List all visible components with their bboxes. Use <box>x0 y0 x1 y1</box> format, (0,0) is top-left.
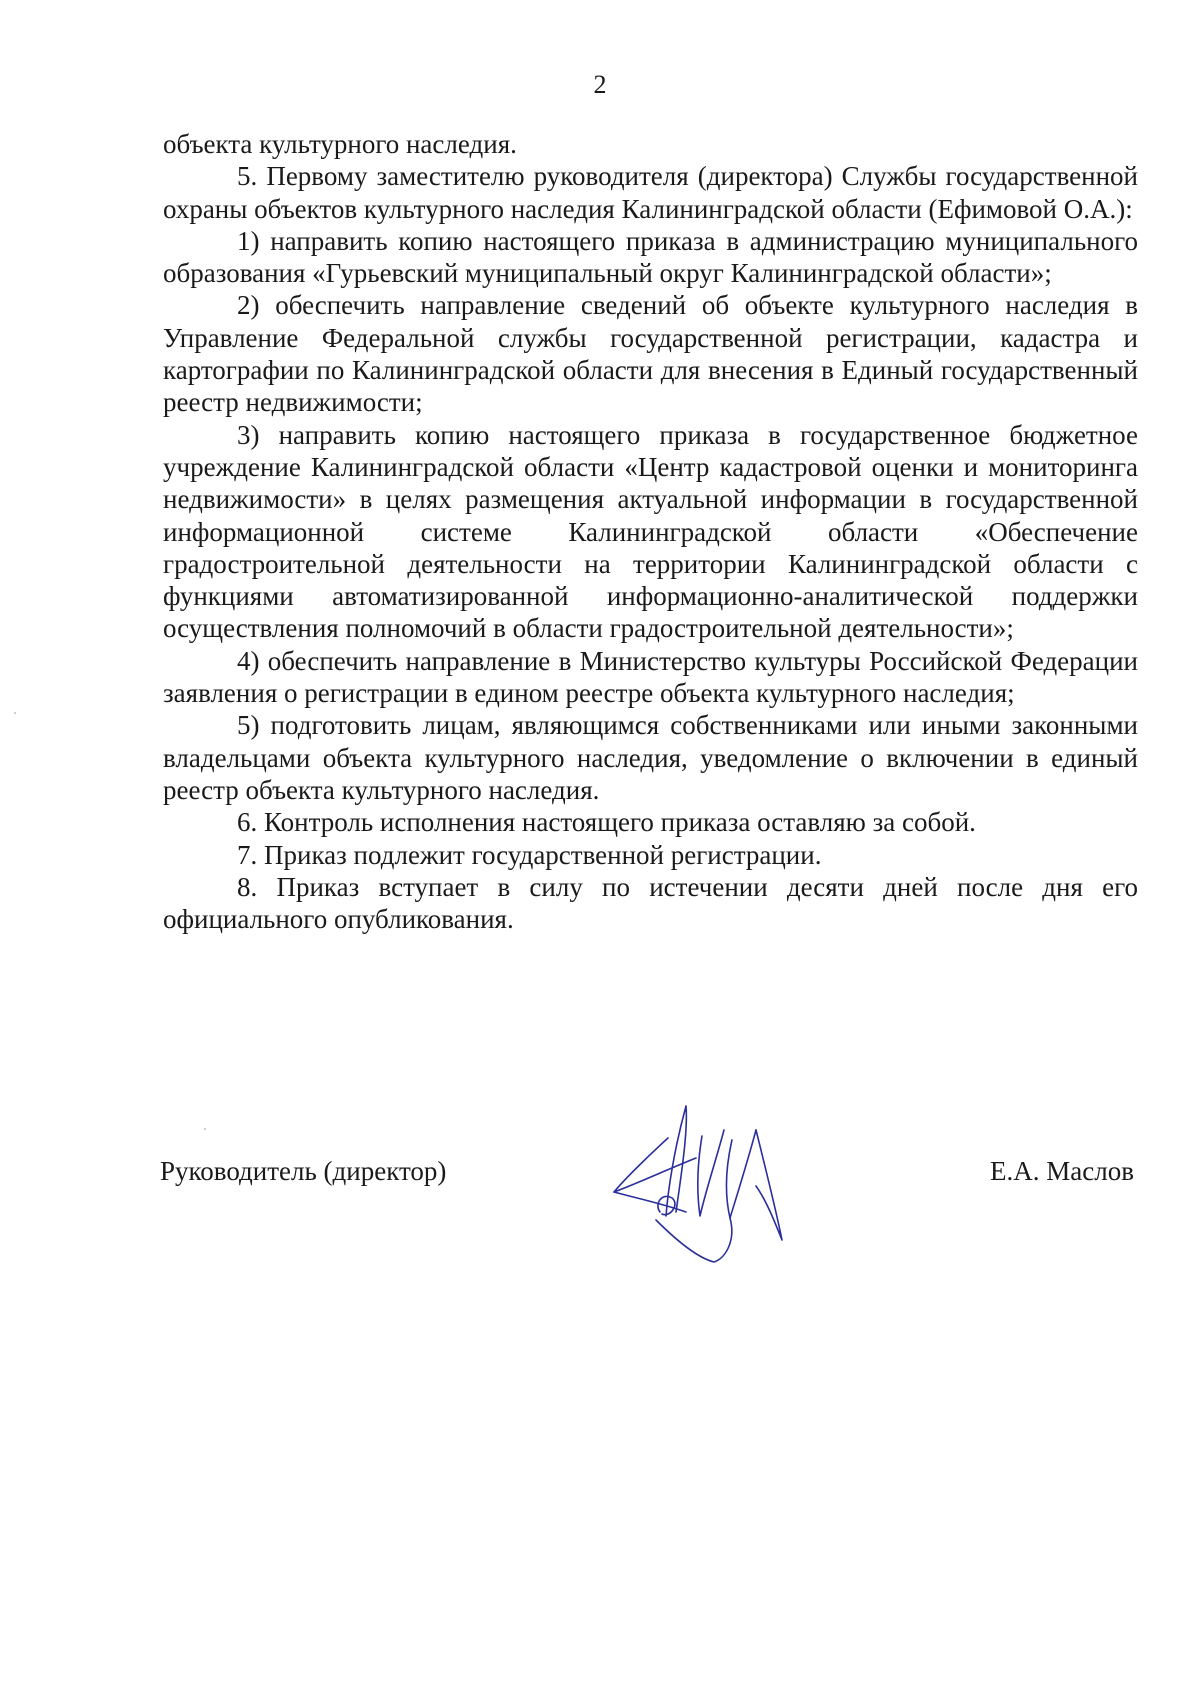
paragraph-item-7: 7. Приказ подлежит государственной регистрации. <box>237 839 822 870</box>
paragraph-item-8: 8. Приказ вступает в силу по истечении десяти дней после дня его официального опубликования. <box>163 871 1138 935</box>
document-body <box>163 128 1138 935</box>
paragraph-subitem-1: 1) направить копию настоящего приказа в администрацию муниципального образования «Гурьевский муниципальный округ Калининградской области»; <box>163 225 1138 289</box>
signature-block <box>0 1155 1200 1195</box>
paragraph-subitem-5: 5) подготовить лицам, являющимся собственниками или иными законными владельцами объекта культурного наследия, уведомление о включении в единый реестр объекта культурного наследия. <box>163 710 1138 805</box>
paragraph-continuation: объекта культурного наследия. <box>163 129 517 159</box>
paragraph-item-5: 5. Первому заместителю руководителя (директора) Службы государственной охраны объектов культурного наследия Калининградской области (Ефимовой О.А.): <box>163 161 1138 224</box>
page-number: 2 <box>593 70 607 99</box>
paragraph-item-6: 6. Контроль исполнения настоящего приказа оставляю за собой. <box>237 807 976 838</box>
scan-speck <box>204 1128 206 1130</box>
signatory-name: Е.А. Маслов <box>990 1156 1134 1186</box>
signatory-position: Руководитель (директор) <box>160 1156 447 1186</box>
paragraph-subitem-3: 3) направить копию настоящего приказа в государственное бюджетное учреждение Калининградской области «Центр кадастровой оценки и мониторинга недвижимости» в целях размещения актуальной информации в государственной информационной системе Калининградской области «Обеспечение градостроительной деятельности на территории Калининградской области с функциями автоматизированной информационно-аналитической поддержки осуществления полномочий в области градостроительной деятельности»; <box>163 419 1138 644</box>
scan-speck <box>14 712 16 714</box>
paragraph-subitem-2: 2) обеспечить направление сведений об объекте культурного наследия в Управление Федеральной службы государственной регистрации, кадастра и картографии по Калининградской области для внесения в Единый государственный реестр недвижимости; <box>163 290 1138 418</box>
handwritten-signature <box>606 1100 826 1270</box>
paragraph-subitem-4: 4) обеспечить направление в Министерство культуры Российской Федерации заявления о регистрации в едином реестре объекта культурного наследия; <box>163 645 1138 709</box>
